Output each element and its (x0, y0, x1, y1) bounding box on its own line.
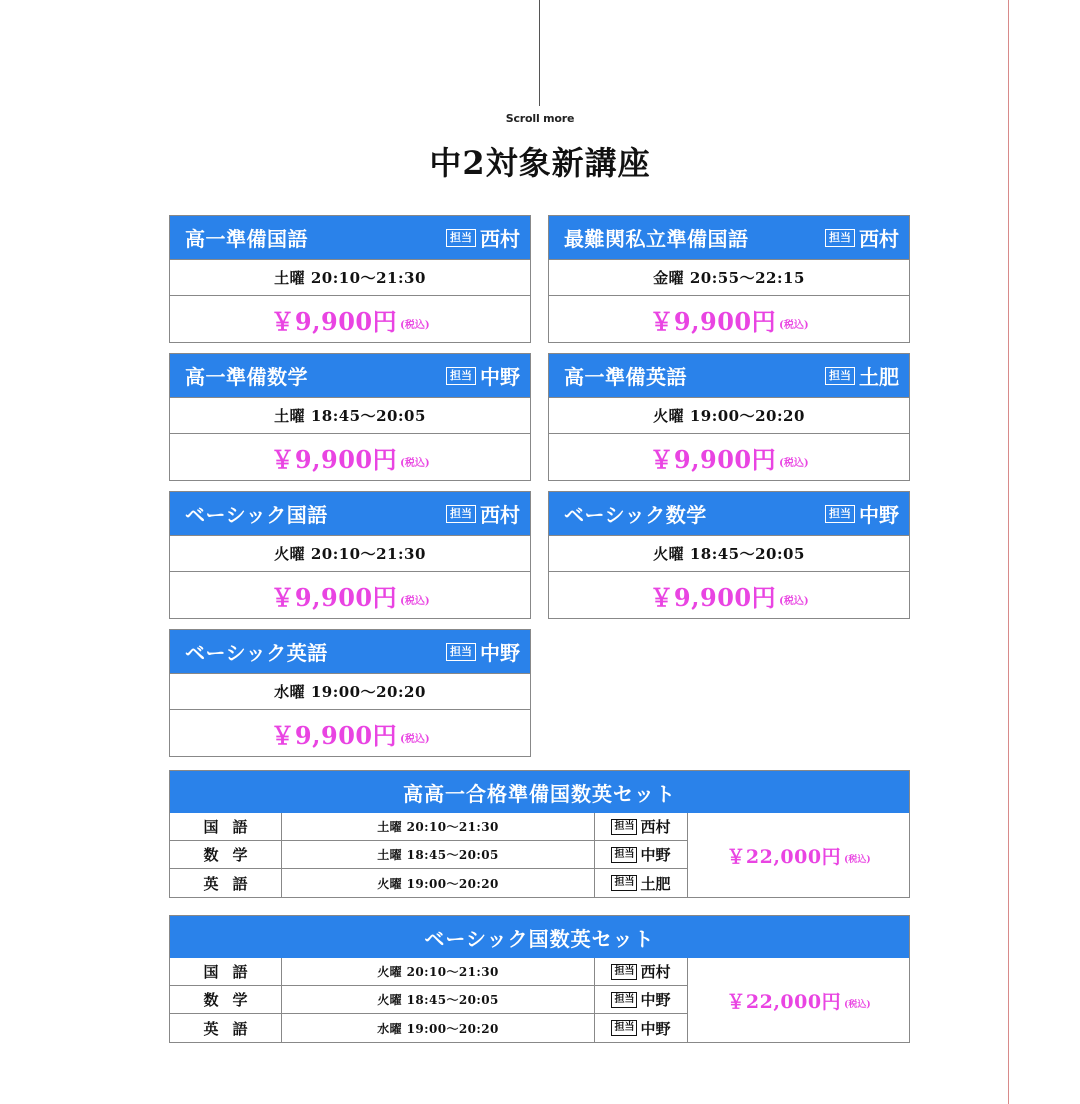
teacher-info (825, 499, 899, 528)
course-card[interactable] (169, 353, 531, 481)
price-amount: ￥9,900円 (270, 720, 398, 750)
teacher-name: 土肥 (640, 874, 671, 893)
teacher-name: 西村 (640, 963, 671, 981)
scroll-indicator-line (539, 0, 540, 106)
set-row (170, 1014, 688, 1042)
tax-note: (税込) (779, 319, 809, 331)
tax-note: (税込) (779, 457, 809, 469)
teacher-name: 中野 (859, 503, 899, 527)
teacher-info (825, 361, 899, 390)
teacher-name: 中野 (480, 365, 520, 389)
tanto-badge: 担当 (611, 847, 637, 863)
set-time: 水曜 19:00〜20:20 (282, 1014, 595, 1042)
course-name: 最難関私立準備国語 (564, 227, 749, 251)
set-time: 火曜 18:45〜20:05 (282, 986, 595, 1013)
set-teacher (595, 813, 688, 840)
set-time: 火曜 19:00〜20:20 (282, 869, 595, 897)
set-subject: 英語 (170, 869, 282, 897)
teacher-info (446, 637, 520, 666)
course-time: 土曜 18:45〜20:05 (170, 397, 530, 434)
price-amount: ￥22,000円 (726, 990, 842, 1013)
set-price (688, 813, 909, 897)
set-teacher (595, 869, 688, 897)
course-price (549, 434, 909, 480)
tanto-badge: 担当 (825, 505, 855, 523)
tanto-badge: 担当 (611, 819, 637, 835)
tanto-badge: 担当 (611, 1020, 637, 1036)
set-teacher (595, 986, 688, 1013)
course-card[interactable] (169, 491, 531, 619)
course-header (170, 492, 530, 535)
course-card[interactable] (169, 629, 531, 757)
course-header (170, 354, 530, 397)
course-time: 水曜 19:00〜20:20 (170, 673, 530, 710)
price-amount: ￥9,900円 (649, 306, 777, 336)
course-time: 土曜 20:10〜21:30 (170, 259, 530, 296)
course-set[interactable] (169, 770, 910, 898)
course-price (170, 296, 530, 342)
set-row (170, 813, 688, 841)
course-price (549, 572, 909, 618)
course-time: 火曜 20:10〜21:30 (170, 535, 530, 572)
set-subject: 国語 (170, 813, 282, 840)
tanto-badge: 担当 (611, 964, 637, 980)
tanto-badge: 担当 (611, 992, 637, 1008)
tanto-badge: 担当 (446, 643, 476, 661)
tanto-badge: 担当 (825, 367, 855, 385)
set-row (170, 869, 688, 897)
course-name: 高一準備英語 (564, 365, 687, 389)
course-name: ベーシック数学 (564, 503, 707, 527)
teacher-info (446, 361, 520, 390)
set-time: 火曜 20:10〜21:30 (282, 958, 595, 985)
course-card[interactable] (548, 353, 910, 481)
course-card[interactable] (548, 491, 910, 619)
course-time: 火曜 18:45〜20:05 (549, 535, 909, 572)
teacher-name: 中野 (640, 991, 671, 1009)
course-time: 火曜 19:00〜20:20 (549, 397, 909, 434)
teacher-name: 土肥 (859, 365, 899, 389)
course-name: ベーシック国語 (185, 503, 328, 527)
scroll-more-label: Scroll more (505, 112, 575, 125)
tanto-badge: 担当 (446, 229, 476, 247)
tax-note: (税込) (844, 854, 871, 865)
set-teacher (595, 1014, 688, 1042)
set-body (170, 958, 909, 1042)
course-set[interactable] (169, 915, 910, 1043)
tanto-badge: 担当 (446, 367, 476, 385)
tanto-badge: 担当 (446, 505, 476, 523)
price-amount: ￥9,900円 (270, 306, 398, 336)
set-teacher (595, 841, 688, 868)
teacher-name: 西村 (480, 227, 520, 251)
price-amount: ￥22,000円 (726, 845, 842, 868)
teacher-info (446, 499, 520, 528)
course-price (549, 296, 909, 342)
set-subject: 国語 (170, 958, 282, 985)
price-amount: ￥9,900円 (649, 444, 777, 474)
course-name: 高一準備国語 (185, 227, 308, 251)
set-row (170, 958, 688, 986)
set-subject: 数学 (170, 841, 282, 868)
teacher-name: 中野 (640, 1019, 671, 1038)
price-amount: ￥9,900円 (270, 582, 398, 612)
course-grid (169, 215, 910, 757)
course-card[interactable] (169, 215, 531, 343)
course-price (170, 434, 530, 480)
tax-note: (税込) (400, 595, 430, 607)
teacher-info (446, 223, 520, 252)
course-name: 高一準備数学 (185, 365, 308, 389)
teacher-name: 西村 (480, 503, 520, 527)
tanto-badge: 担当 (825, 229, 855, 247)
teacher-name: 中野 (640, 846, 671, 864)
right-rule (1008, 0, 1009, 1104)
set-body (170, 813, 909, 897)
set-title: ベーシック国数英セット (170, 916, 909, 958)
set-time: 土曜 18:45〜20:05 (282, 841, 595, 868)
teacher-name: 西村 (640, 818, 671, 836)
price-amount: ￥9,900円 (270, 444, 398, 474)
course-card[interactable] (548, 215, 910, 343)
tax-note: (税込) (400, 733, 430, 745)
set-row (170, 841, 688, 869)
set-price (688, 958, 909, 1042)
tax-note: (税込) (400, 319, 430, 331)
tax-note: (税込) (844, 999, 871, 1010)
course-header (549, 492, 909, 535)
teacher-info (825, 223, 899, 252)
course-price (170, 572, 530, 618)
course-header (549, 354, 909, 397)
course-header (170, 216, 530, 259)
course-name: ベーシック英語 (185, 641, 328, 665)
set-row (170, 986, 688, 1014)
set-time: 土曜 20:10〜21:30 (282, 813, 595, 840)
set-subject: 数学 (170, 986, 282, 1013)
page-title: 中2対象新講座 (429, 144, 651, 182)
tax-note: (税込) (779, 595, 809, 607)
course-price (170, 710, 530, 756)
set-teacher (595, 958, 688, 985)
course-time: 金曜 20:55〜22:15 (549, 259, 909, 296)
teacher-name: 西村 (859, 227, 899, 251)
tanto-badge: 担当 (611, 875, 637, 891)
course-header (170, 630, 530, 673)
price-amount: ￥9,900円 (649, 582, 777, 612)
teacher-name: 中野 (480, 641, 520, 665)
set-title: 高高一合格準備国数英セット (170, 771, 909, 813)
set-subject: 英語 (170, 1014, 282, 1042)
tax-note: (税込) (400, 457, 430, 469)
course-header (549, 216, 909, 259)
